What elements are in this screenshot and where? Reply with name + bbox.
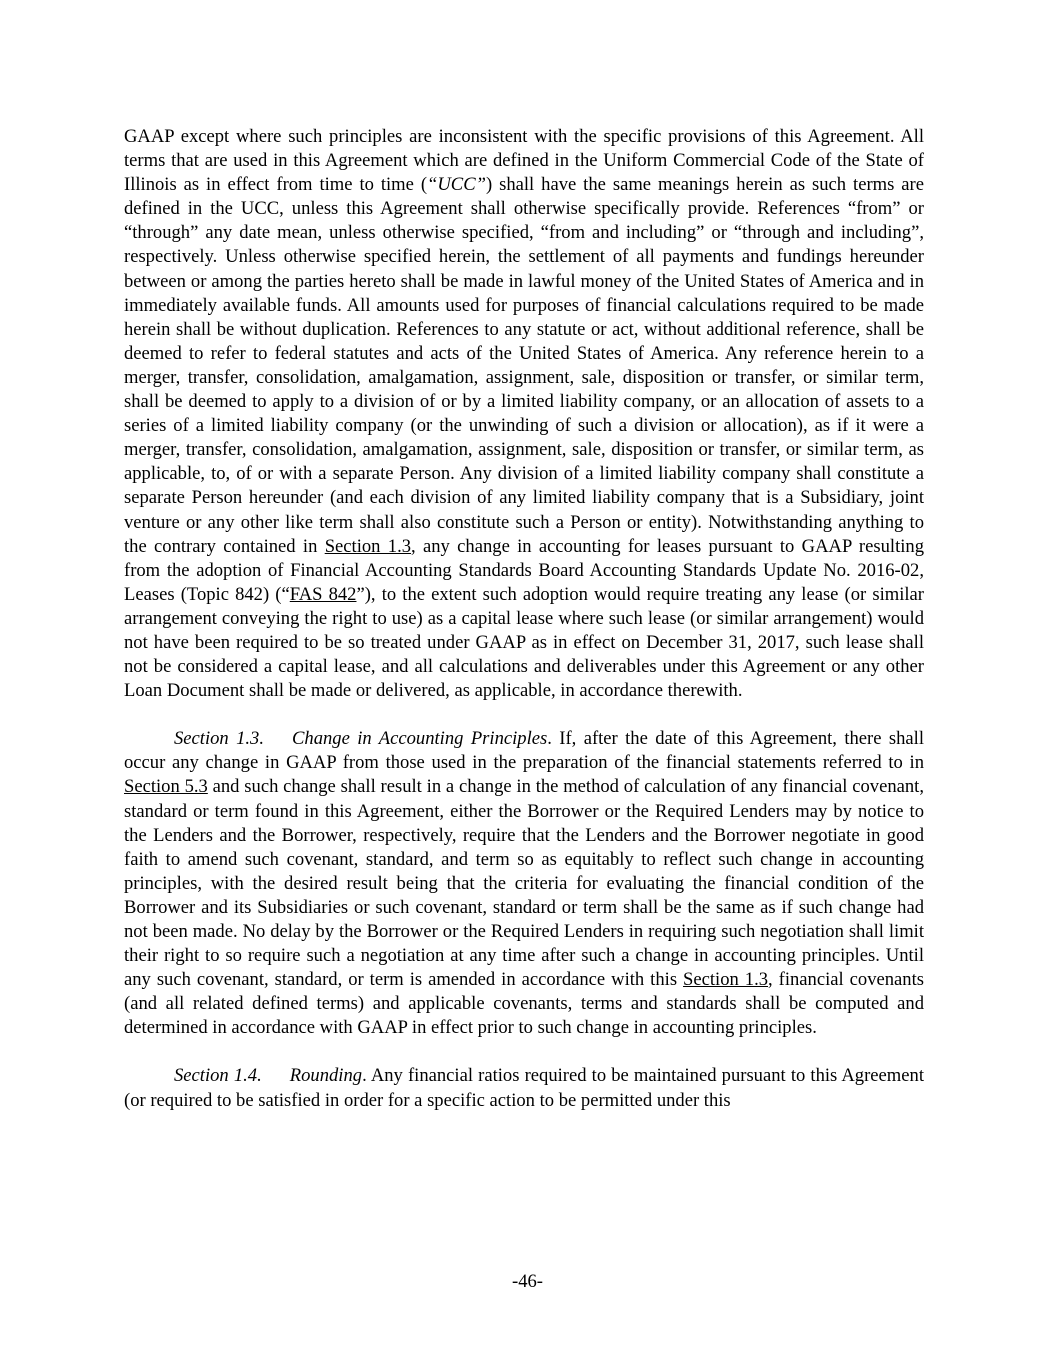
cross-reference-section-1-3[interactable]: Section 1.3 xyxy=(324,535,412,557)
paragraph-text: . Any financial ratios required to be maintained pursuant to this Agreement (or required to be satisfied in order for a specific action to be permitted under this xyxy=(124,1065,924,1111)
cross-reference-section-1-3[interactable]: Section 1.3 xyxy=(683,969,769,991)
section-number: Section 1.3. xyxy=(174,728,265,750)
paragraph-text: , financial covenants (and all related defined terms) and applicable covenants, terms and standards shall be computed and determined in accordance with GAAP in effect prior to such change in accounting principles. xyxy=(124,969,924,1039)
paragraph-text: GAAP except where such principles are inconsistent with the specific provisions of this Agreement. All terms that are used in this Agreement which are defined in the Uniform Commercial Code of the State of Illinois as in effect from time to time ( xyxy=(124,126,924,196)
paragraph-text: ”), to the extent such adoption would require treating any lease (or similar arrangement conveying the right to use) as a capital lease where such lease (or similar arrangement) would not have been required to be so treated under GAAP as in effect on December 31, 2017, such lease shall not be considered a capital lease, and all calculations and deliverables under this Agreement or any other Loan Document shall be made or delivered, as applicable, in accordance therewith. xyxy=(124,583,924,702)
paragraph-text: . If, after the date of this Agreement, there shall occur any change in GAAP from those used in the preparation of the financial statements referred to in xyxy=(124,728,924,774)
cross-reference-section-5-3[interactable]: Section 5.3 xyxy=(124,776,208,798)
page-number: -46- xyxy=(512,1271,543,1292)
section-number: Section 1.4. xyxy=(174,1065,262,1087)
defined-term-ucc: “UCC” xyxy=(427,174,486,196)
section-1-3-paragraph xyxy=(124,727,924,1040)
section-title: Rounding xyxy=(289,1065,363,1087)
section-1-4-paragraph xyxy=(124,1064,924,1112)
section-title: Change in Accounting Principles xyxy=(292,728,548,750)
defined-term-fas-842: FAS 842 xyxy=(289,583,357,605)
paragraph-text: , any change in accounting for leases pursuant to GAAP resulting from the adoption of Financial Accounting Standards Board Accounting Standards Update No. 2016-02, Leases (Topic 842) (“ xyxy=(124,535,924,605)
document-body xyxy=(124,125,924,1113)
paragraph-text: ) shall have the same meanings herein as such terms are defined in the UCC, unless this Agreement shall otherwise specifically provide. References “from” or “through” any date mean, unless otherwise specified, “from and including” or “through and including”, respectively. Unless otherwise specified herein, the settlement of all payments and fundings hereunder between or among the parties hereto shall be made in lawful money of the United States of America and in immediately available funds. All amounts used for purposes of financial calculations required to be made herein shall be without duplication. References to any statute or act, without additional reference, shall be deemed to refer to federal statutes and acts of the United States of America. Any reference herein to a merger, transfer, consolidation, amalgamation, assignment, sale, disposition or transfer, or similar term, shall be deemed to apply to a division of or by a limited liability company, or an allocation of assets to a series of a limited liability company (or the unwinding of such a division or allocation), as if it were a merger, transfer, consolidation, amalgamation, assignment, sale, disposition or transfer, or similar term, as applicable, to, of or with a separate Person. Any division of a limited liability company shall constitute a separate Person hereunder (and each division of any limited liability company that is a Subsidiary, joint venture or any other like term shall also constitute such a Person or entity). Notwithstanding anything to the contrary contained in xyxy=(124,174,924,557)
paragraph-gaap-definitions xyxy=(124,125,924,703)
paragraph-text: and such change shall result in a change in the method of calculation of any financial covenant, standard or term found in this Agreement, either the Borrower or the Required Lenders may by notice to the Lenders and the Borrower, respectively, require that the Lenders and the Borrower negotiate in good faith to amend such covenant, standard, and term so as equitably to reflect such change in accounting principles, with the desired result being that the criteria for evaluating the financial condition of the Borrower and its Subsidiaries or such covenant, standard or term shall be the same as if such change had not been made. No delay by the Borrower or the Required Lenders in requiring such negotiation shall limit their right to so require such a negotiation at any time after such a change in accounting principles. Until any such covenant, standard, or term is amended in accordance with this xyxy=(124,776,924,991)
